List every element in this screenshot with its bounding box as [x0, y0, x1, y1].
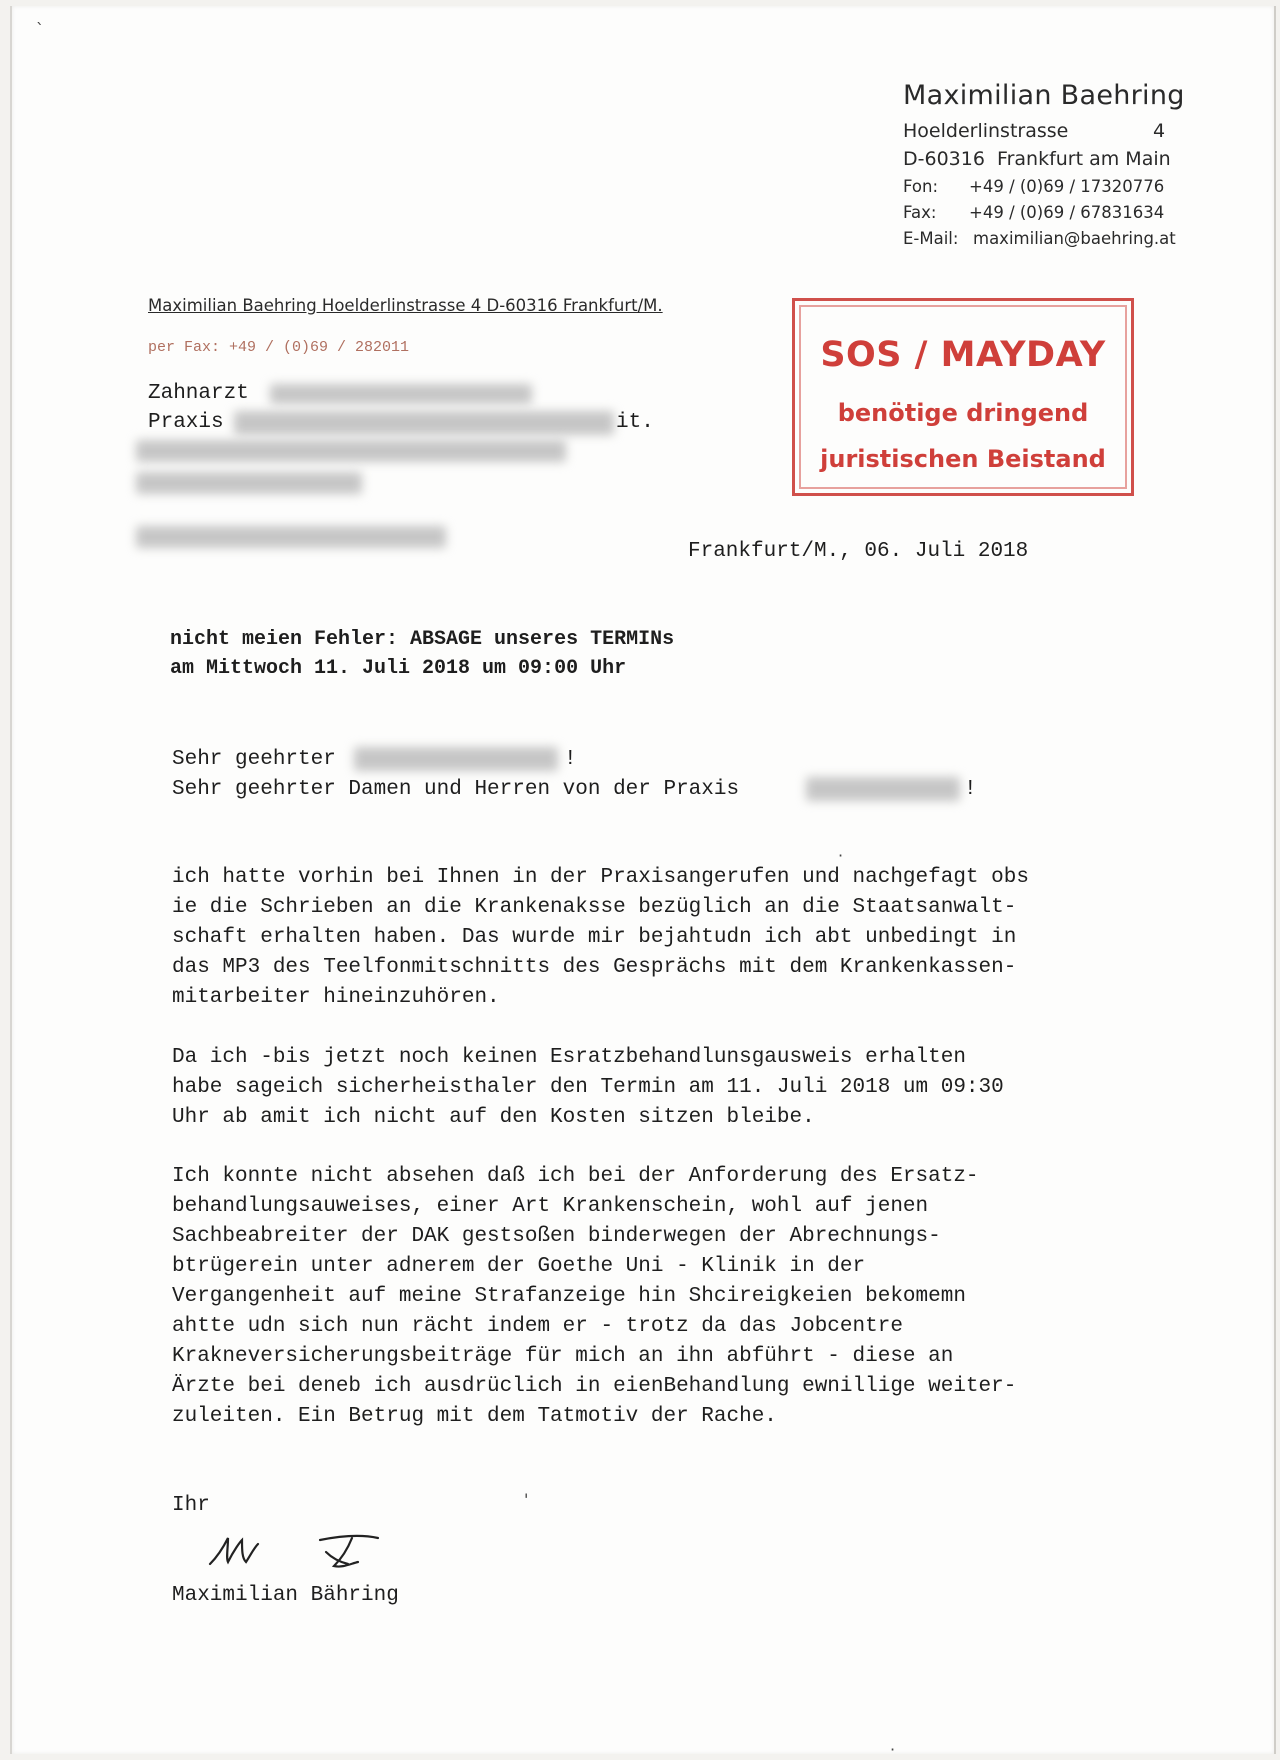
body-line: zuleiten. Ein Betrug mit dem Tatmotiv der Rache. [172, 1405, 777, 1428]
letterhead-fax-label: Fax: [903, 203, 937, 222]
body-line: Da ich -bis jetzt noch keinen Esratzbehandlunsgausweis erhalten [172, 1046, 966, 1069]
letterhead-phone-row [903, 177, 1165, 196]
handwritten-signature [202, 1518, 412, 1588]
recipient-line-1: Zahnarzt [148, 382, 249, 405]
scan-speck: · [838, 846, 844, 865]
letterhead-street-row [903, 120, 1166, 142]
redaction [234, 411, 614, 435]
recipient-line-2-suffix: it. [616, 411, 654, 434]
redaction [136, 472, 362, 494]
letterhead-phone-label: Fon: [903, 177, 939, 196]
body-line: behandlungsauweises, einer Art Krankenschein, wohl auf jenen [172, 1195, 929, 1218]
stamp-line-1: SOS / MAYDAY [820, 335, 1106, 375]
subject-line-2: am Mittwoch 11. Juli 2018 um 09:00 Uhr [170, 657, 627, 680]
body-line: habe sageich sicherheisthaler den Termin am 11. Juli 2018 um 09:30 [172, 1076, 1004, 1099]
letterhead-house-number: 4 [1153, 120, 1166, 142]
signature-name: Maximilian Bähring [172, 1584, 399, 1607]
letter-date: Frankfurt/M., 06. Juli 2018 [688, 540, 1029, 563]
sender-return-address: Maximilian Baehring Hoelderlinstrasse 4 D-60316 Frankfurt/M. [148, 296, 663, 315]
redaction [270, 384, 532, 404]
body-line: btrügerein unter adnerem der Goethe Uni - Klinik in der [172, 1255, 866, 1278]
letterhead-street: Hoelderlinstrasse [903, 120, 1069, 142]
body-line: Krakneversicherungsbeiträge für mich an ihn abführt - diese an [172, 1345, 954, 1368]
body-line: ie die Schrieben an die Krankenaksse bezüglich an die Staatsanwalt- [172, 896, 1017, 919]
stamp-line-2: benötige dringend [837, 399, 1089, 427]
letterhead-email-row [903, 229, 1176, 248]
body-line: Uhr ab amit ich nicht auf den Kosten sitzen bleibe. [172, 1106, 815, 1129]
letterhead-city-row [903, 148, 1171, 170]
fax-line: per Fax: +49 / (0)69 / 282011 [148, 339, 410, 356]
salutation-2-suffix: ! [964, 778, 977, 801]
salutation-1-suffix: ! [564, 748, 577, 771]
letter-page [10, 6, 1276, 1759]
body-line: schaft erhalten haben. Das wurde mir bejahtudn ich abt unbedingt in [172, 926, 1017, 949]
redaction [354, 747, 558, 771]
letterhead-email-label: E-Mail: [903, 229, 959, 248]
letterhead-phone: +49 / (0)69 / 17320776 [969, 177, 1165, 196]
body-line: mitarbeiter hineinzuhören. [172, 986, 500, 1009]
body-line: Ärzte bei deneb ich ausdrüclich in eienBehandlung ewnillige weiter- [172, 1375, 1017, 1398]
body-line: Vergangenheit auf meine Strafanzeige hin Shcireigkeien bekomemn [172, 1285, 966, 1308]
scan-speck: · [890, 1740, 896, 1759]
redaction [136, 440, 566, 462]
stamp-line-3: juristischen Beistand [820, 445, 1106, 473]
body-line: Sachbeabreiter der DAK gestsoßen binderwegen der Abrechnungs- [172, 1225, 941, 1248]
letterhead-fax: +49 / (0)69 / 67831634 [969, 203, 1165, 222]
salutation-2-prefix: Sehr geehrter Damen und Herren von der Praxis [172, 778, 740, 801]
redaction [136, 526, 446, 548]
scan-speck: ` [36, 20, 44, 39]
body-line: Ich konnte nicht absehen daß ich bei der Anforderung des Ersatz- [172, 1165, 979, 1188]
letterhead-name: Maximilian Baehring [903, 80, 1185, 111]
letterhead-postal-code: D-60316 [903, 148, 985, 170]
closing: Ihr [172, 1494, 210, 1517]
body-line: das MP3 des Teelfonmitschnitts des Gesprächs mit dem Krankenkassen- [172, 956, 1017, 979]
letterhead-email: maximilian@baehring.at [973, 229, 1176, 248]
redaction [806, 777, 960, 801]
letterhead-fax-row [903, 203, 1165, 222]
body-line: ahtte udn sich nun rächt indem er - trotz da das Jobcentre [172, 1315, 903, 1338]
body-line: ich hatte vorhin bei Ihnen in der Praxisangerufen und nachgefagt obs [172, 866, 1029, 889]
recipient-line-2-prefix: Praxis [148, 411, 224, 434]
salutation-1-prefix: Sehr geehrter [172, 748, 336, 771]
letterhead-city: Frankfurt am Main [997, 148, 1171, 170]
scan-speck: ' [524, 1490, 529, 1509]
subject-line-1: nicht meien Fehler: ABSAGE unseres TERMINs [170, 628, 675, 651]
sos-stamp [792, 298, 1134, 496]
